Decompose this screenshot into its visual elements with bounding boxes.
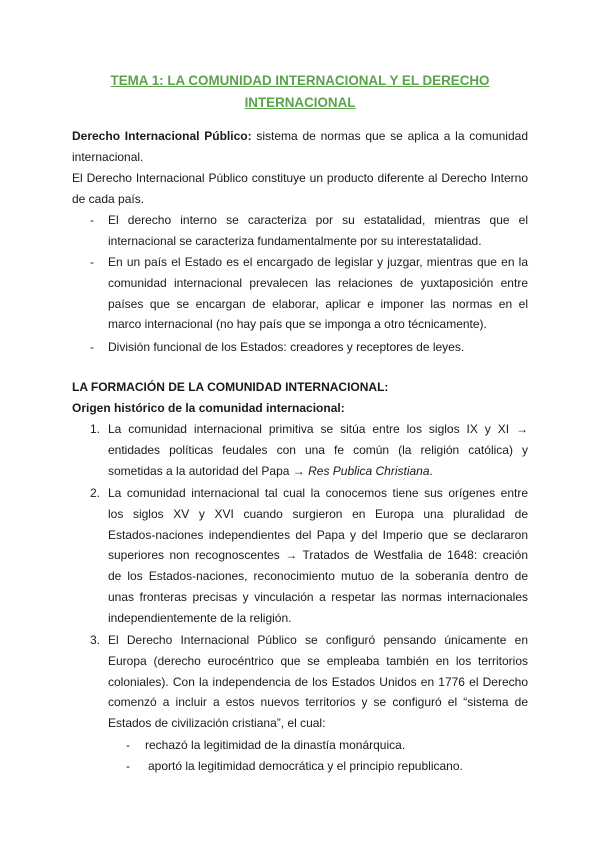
definition-term: Derecho Internacional Público: (72, 129, 252, 143)
bullet-line: En un país el Estado es el encargado de legislar y juzgar, mientras que en la (108, 255, 528, 269)
numbered-line: La comunidad internacional primitiva se sitúa entre los siglos IX y XI → (108, 422, 528, 436)
numbered-line-prefix: sometidas a la autoridad del Papa → (108, 463, 309, 478)
numbered-item (108, 419, 528, 481)
numbered-line: entidades políticas feudales con una fe común (la religión católica) y (108, 442, 528, 457)
section-subheading: Origen histórico de la comunidad internacional: (72, 401, 345, 415)
title-line-2: INTERNACIONAL (244, 95, 356, 110)
numbered-line: de los Estados-naciones, reconocimiento mutuo de la soberanía dentro de (108, 569, 528, 584)
numbered-line: comenzó a incluir a estos nuevos territorios y se configuró el “sistema de (108, 695, 528, 710)
numbered-line: Estados-naciones independientes del Papa y del Imperio que se declararon (108, 527, 528, 542)
definition-line-1 (72, 126, 528, 147)
numbered-line: superiores non recognoscentes → Tratados de Westfalia de 1648: creación (108, 548, 528, 563)
bullet-line: marco internacional (no hay país que se imponga a otro técnicamente). (108, 317, 487, 332)
bullet-line: El derecho interno se caracteriza por su estatalidad, mientras que el (108, 213, 528, 227)
subbullet-marker: - (126, 759, 130, 773)
intro-sentence-line-2: de cada país. (72, 192, 145, 206)
numbered-line-suffix: . (429, 463, 433, 478)
numbered-line: Europa (derecho eurocéntrico que se empleaba también en los territorios (108, 653, 528, 668)
numbered-marker: 3. (90, 633, 101, 647)
numbered-line: La comunidad internacional tal cual la conocemos tiene sus orígenes entre (108, 486, 528, 500)
bullet-marker: - (90, 340, 94, 354)
numbered-item (108, 630, 528, 734)
bullet-line: comunidad internacional prevalecen las relaciones de yuxtaposición entre (108, 275, 528, 290)
bullet-item (108, 210, 528, 252)
bullet-marker: - (90, 255, 94, 269)
intro-sentence-line-1: El Derecho Internacional Público constituye un producto diferente al Derecho Interno (72, 171, 528, 185)
bullet-line: internacional se caracteriza fundamentalmente por su interestatalidad. (108, 233, 482, 248)
subbullet-text: aportó la legitimidad democrática y el principio republicano. (148, 759, 463, 773)
numbered-marker: 2. (90, 486, 101, 500)
numbered-line: los siglos XV y XVI cuando surgieron en Europa una pluralidad de (108, 506, 528, 521)
numbered-line: unas fronteras precisas y vinculación a respetar las normas internacionales (108, 589, 528, 604)
title-line-1: TEMA 1: LA COMUNIDAD INTERNACIONAL Y EL DERECHO (110, 73, 490, 88)
bullet-line: países que se encargan de elaborar, aplicar e imponer las normas en el (108, 296, 528, 311)
numbered-line: El Derecho Internacional Público se configuró pensando únicamente en (108, 633, 528, 647)
numbered-item (108, 483, 528, 629)
italic-term: Res Publica Christiana (308, 463, 430, 478)
section-heading: LA FORMACIÓN DE LA COMUNIDAD INTERNACIONAL: (72, 380, 389, 394)
numbered-marker: 1. (90, 422, 101, 436)
definition-text: sistema de normas que se aplica a la comunidad (256, 129, 528, 143)
definition-line-2: internacional. (72, 150, 144, 164)
bullet-line: División funcional de los Estados: creadores y receptores de leyes. (108, 340, 465, 354)
subbullet-marker: - (126, 738, 130, 752)
subbullet-text: rechazó la legitimidad de la dinastía monárquica. (145, 738, 406, 752)
bullet-marker: - (90, 213, 94, 227)
bullet-item (108, 337, 528, 358)
page-title (80, 70, 520, 114)
numbered-line: coloniales). Con la independencia de los Estados Unidos en 1776 el Derecho (108, 674, 528, 689)
numbered-line (108, 461, 528, 482)
bullet-item (108, 252, 528, 335)
numbered-line: Estados de civilización cristiana”, el cual: (108, 716, 326, 731)
numbered-line: independientemente de la religión. (108, 610, 292, 625)
